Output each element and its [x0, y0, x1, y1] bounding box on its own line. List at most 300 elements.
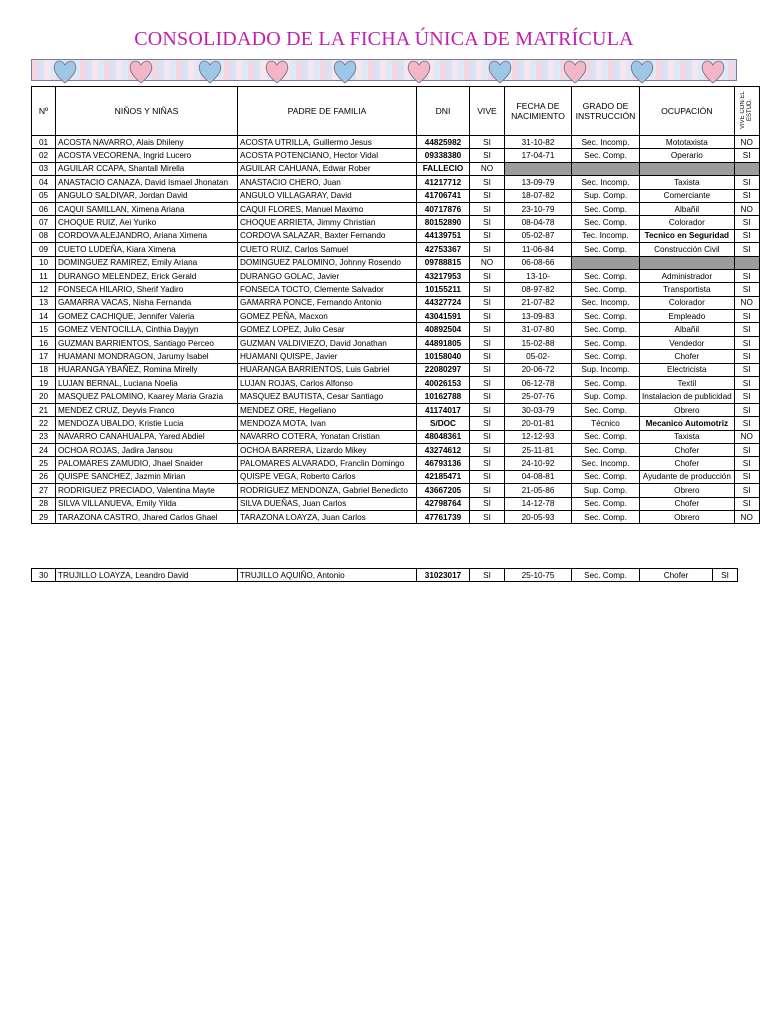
cell-lives-with: SI — [734, 189, 759, 202]
cell-job: Taxista — [640, 176, 735, 189]
heart-icon — [332, 56, 358, 86]
cell-dni: 43274612 — [417, 443, 470, 456]
table-row — [32, 443, 760, 456]
cell-parent: HUARANGA BARRIENTOS, Luis Gabriel — [238, 363, 417, 376]
cell-lives-with: SI — [734, 497, 759, 510]
table-row — [32, 162, 760, 175]
page-title: CONSOLIDADO DE LA FICHA ÚNICA DE MATRÍCULA — [134, 28, 634, 50]
cell-parent: GAMARRA PONCE, Fernando Antonio — [238, 296, 417, 309]
cell-birth: 23-10-79 — [505, 202, 572, 215]
cell-grade: Técnico — [572, 417, 640, 430]
cell-parent: SILVA DUEÑAS, Juan Carlos — [238, 497, 417, 510]
cell-grade: Sec. Comp. — [572, 336, 640, 349]
cell-alive: SI — [470, 243, 505, 256]
cell-num: 02 — [32, 149, 56, 162]
cell-grade: Sup. Comp. — [572, 484, 640, 497]
cell-grade: Sup. Incomp. — [572, 363, 640, 376]
cell-lives-with: SI — [734, 470, 759, 483]
cell-child: CHOQUE RUIZ, Aei Yuriko — [56, 216, 238, 229]
cell-alive: SI — [470, 417, 505, 430]
cell-job: Taxista — [640, 430, 735, 443]
cell-lives-with: SI — [734, 243, 759, 256]
cell-dni: 47761739 — [417, 510, 470, 523]
cell-dni: 80152890 — [417, 216, 470, 229]
cell-num: 28 — [32, 497, 56, 510]
cell-num: 29 — [32, 510, 56, 523]
cell-grade — [572, 162, 640, 175]
cell-dni: 22080297 — [417, 363, 470, 376]
cell-dni: 31023017 — [417, 569, 470, 582]
cell-job — [640, 256, 735, 269]
cell-birth: 24-10-92 — [505, 457, 572, 470]
table-row — [32, 403, 760, 416]
cell-job: Mecanico Automotriz — [640, 417, 735, 430]
cell-dni: 40026153 — [417, 377, 470, 390]
cell-num: 23 — [32, 430, 56, 443]
cell-lives-with: SI — [734, 377, 759, 390]
cell-dni: FALLECIO — [417, 162, 470, 175]
cell-alive: SI — [470, 202, 505, 215]
table-row — [32, 430, 760, 443]
cell-birth: 13-09-79 — [505, 176, 572, 189]
table-row — [32, 229, 760, 242]
cell-dni: 44327724 — [417, 296, 470, 309]
cell-alive: SI — [470, 443, 505, 456]
cell-child: FONSECA HILARIO, Sherif Yadiro — [56, 283, 238, 296]
cell-birth: 20-06-72 — [505, 363, 572, 376]
table-row — [32, 457, 760, 470]
cell-birth: 06-08-66 — [505, 256, 572, 269]
cell-job: Chofer — [640, 350, 735, 363]
cell-grade: Sec. Incomp. — [572, 176, 640, 189]
cell-parent: MENDEZ ORE, Hegeliano — [238, 403, 417, 416]
cell-parent: FONSECA TOCTO, Clemente Salvador — [238, 283, 417, 296]
cell-birth: 05-02- — [505, 350, 572, 363]
cell-birth: 25-07-76 — [505, 390, 572, 403]
cell-num: 12 — [32, 283, 56, 296]
cell-birth: 20-05-93 — [505, 510, 572, 523]
cell-parent: RODRIGUEZ MENDONZA, Gabriel Benedicto — [238, 484, 417, 497]
table-row — [32, 510, 760, 523]
cell-birth: 20-01-81 — [505, 417, 572, 430]
cell-child: OCHOA ROJAS, Jadira Jansou — [56, 443, 238, 456]
cell-child: GOMEZ CACHIQUE, Jennifer Valeria — [56, 310, 238, 323]
cell-child: ACOSTA NAVARRO, Alais Dhileny — [56, 136, 238, 149]
cell-lives-with: SI — [734, 310, 759, 323]
cell-lives-with: SI — [734, 363, 759, 376]
cell-dni: 42185471 — [417, 470, 470, 483]
cell-job: Administrador — [640, 269, 735, 282]
cell-alive: SI — [470, 269, 505, 282]
cell-grade: Sup. Comp. — [572, 390, 640, 403]
cell-lives-with: SI — [734, 484, 759, 497]
cell-alive: SI — [470, 497, 505, 510]
cell-num: 14 — [32, 310, 56, 323]
decorative-heart-banner — [31, 59, 737, 81]
cell-grade: Sec. Comp. — [572, 569, 640, 582]
cell-parent: CUETO RUIZ, Carlos Samuel — [238, 243, 417, 256]
cell-parent: TARAZONA LOAYZA, Juan Carlos — [238, 510, 417, 523]
cell-parent: ANGULO VILLAGARAY, David — [238, 189, 417, 202]
cell-child: GAMARRA VACAS, Nisha Fernanda — [56, 296, 238, 309]
table-row — [32, 189, 760, 202]
cell-num: 03 — [32, 162, 56, 175]
cell-job: Obrero — [640, 484, 735, 497]
cell-grade — [572, 256, 640, 269]
cell-num: 19 — [32, 377, 56, 390]
cell-job: Obrero — [640, 510, 735, 523]
cell-birth: 31-07-80 — [505, 323, 572, 336]
table-row — [32, 484, 760, 497]
cell-lives-with: SI — [734, 417, 759, 430]
cell-child: GOMEZ VENTOCILLA, Cinthia Dayjyn — [56, 323, 238, 336]
cell-child: HUARANGA YBAÑEZ, Romina Mirelly — [56, 363, 238, 376]
cell-alive: SI — [470, 336, 505, 349]
cell-dni: 44139751 — [417, 229, 470, 242]
cell-grade: Tec. Incomp. — [572, 229, 640, 242]
cell-parent: MENDOZA MOTA, Ivan — [238, 417, 417, 430]
table-row — [32, 269, 760, 282]
cell-grade: Sec. Incomp. — [572, 296, 640, 309]
cell-alive: SI — [470, 149, 505, 162]
cell-grade: Sec. Comp. — [572, 243, 640, 256]
cell-lives-with: NO — [734, 202, 759, 215]
cell-grade: Sec. Comp. — [572, 430, 640, 443]
cell-dni: 44825982 — [417, 136, 470, 149]
cell-job: Chofer — [640, 443, 735, 456]
cell-job: Instalacion de publicidad — [640, 390, 735, 403]
table-row — [32, 323, 760, 336]
cell-child: HUAMANI MONDRAGON, Jarumy Isabel — [56, 350, 238, 363]
cell-parent: CHOQUE ARRIETA, Jimmy Christian — [238, 216, 417, 229]
cell-birth: 25-11-81 — [505, 443, 572, 456]
cell-birth: 13-10- — [505, 269, 572, 282]
cell-job: Albañil — [640, 202, 735, 215]
cell-child: MENDOZA UBALDO, Kristie Lucia — [56, 417, 238, 430]
cell-alive: NO — [470, 162, 505, 175]
cell-grade: Sec. Comp. — [572, 350, 640, 363]
cell-num: 16 — [32, 336, 56, 349]
cell-alive: SI — [470, 350, 505, 363]
cell-parent: AGUILAR CAHUANA, Edwar Rober — [238, 162, 417, 175]
header-child: NIÑOS Y NIÑAS — [56, 87, 238, 136]
cell-num: 04 — [32, 176, 56, 189]
table-row — [32, 243, 760, 256]
cell-alive: SI — [470, 216, 505, 229]
cell-alive: SI — [470, 457, 505, 470]
header-birth: FECHA DE NACIMIENTO — [505, 87, 572, 136]
cell-parent: GOMEZ LOPEZ, Julio Cesar — [238, 323, 417, 336]
cell-job: Operario — [640, 149, 735, 162]
table-row — [32, 350, 760, 363]
cell-child: DURANGO MELENDEZ, Erick Gerald — [56, 269, 238, 282]
cell-dni: 40892504 — [417, 323, 470, 336]
cell-job: Mototaxista — [640, 136, 735, 149]
cell-job: Ayudante de producción — [640, 470, 735, 483]
cell-job: Colorador — [640, 296, 735, 309]
cell-num: 01 — [32, 136, 56, 149]
cell-dni: 43667205 — [417, 484, 470, 497]
cell-birth: 04-08-81 — [505, 470, 572, 483]
table-row — [32, 256, 760, 269]
cell-grade: Sec. Incomp. — [572, 136, 640, 149]
cell-birth: 21-05-86 — [505, 484, 572, 497]
cell-alive: SI — [470, 296, 505, 309]
cell-lives-with: NO — [734, 510, 759, 523]
heart-icon — [487, 56, 513, 86]
cell-child: ACOSTA VECORENA, Ingrid Lucero — [56, 149, 238, 162]
header-lives-with — [734, 87, 759, 136]
cell-lives-with: SI — [734, 390, 759, 403]
header-lives-with-label: VIVE CON EL ESTUD. — [739, 91, 753, 129]
cell-grade: Sup. Comp. — [572, 189, 640, 202]
cell-num: 26 — [32, 470, 56, 483]
cell-num: 13 — [32, 296, 56, 309]
cell-birth: 11-06-84 — [505, 243, 572, 256]
cell-birth — [505, 162, 572, 175]
cell-parent: TRUJILLO AQUIÑO, Antonio — [238, 569, 417, 582]
cell-parent: NAVARRO COTERA, Yonatan Cristian — [238, 430, 417, 443]
cell-parent: CAQUI FLORES, Manuel Maximo — [238, 202, 417, 215]
table-row — [32, 176, 760, 189]
cell-parent: ACOSTA UTRILLA, Guillermo Jesus — [238, 136, 417, 149]
cell-alive: SI — [470, 363, 505, 376]
cell-grade: Sec. Comp. — [572, 202, 640, 215]
table-header-row — [32, 87, 760, 136]
cell-parent: OCHOA BARRERA, Lizardo Mikey — [238, 443, 417, 456]
cell-dni: 10162788 — [417, 390, 470, 403]
cell-num: 27 — [32, 484, 56, 497]
cell-birth: 30-03-79 — [505, 403, 572, 416]
table-row — [32, 377, 760, 390]
cell-num: 20 — [32, 390, 56, 403]
cell-parent: HUAMANI QUISPE, Javier — [238, 350, 417, 363]
cell-num: 15 — [32, 323, 56, 336]
cell-grade: Sec. Comp. — [572, 510, 640, 523]
cell-lives-with: SI — [734, 350, 759, 363]
cell-parent: LUJAN ROJAS, Carlos Alfonso — [238, 377, 417, 390]
cell-num: 10 — [32, 256, 56, 269]
table-row — [32, 417, 760, 430]
cell-birth: 31-10-82 — [505, 136, 572, 149]
cell-child: QUISPE SANCHEZ, Jazmin Mirian — [56, 470, 238, 483]
cell-parent: DURANGO GOLAC, Javier — [238, 269, 417, 282]
cell-num: 11 — [32, 269, 56, 282]
header-job: OCUPACIÓN — [640, 87, 735, 136]
cell-alive: SI — [470, 390, 505, 403]
table-row — [32, 310, 760, 323]
heart-icon — [197, 56, 223, 86]
cell-num: 21 — [32, 403, 56, 416]
cell-grade: Sec. Incomp. — [572, 457, 640, 470]
cell-grade: Sec. Comp. — [572, 269, 640, 282]
cell-parent: ACOSTA POTENCIANO, Hector Vidal — [238, 149, 417, 162]
cell-job: Transportista — [640, 283, 735, 296]
cell-grade: Sec. Comp. — [572, 216, 640, 229]
cell-birth: 13-09-83 — [505, 310, 572, 323]
cell-child: ANGULO SALDIVAR, Jordan David — [56, 189, 238, 202]
cell-parent: MASQUEZ BAUTISTA, Cesar Santiago — [238, 390, 417, 403]
cell-lives-with: SI — [734, 336, 759, 349]
cell-dni: 42798764 — [417, 497, 470, 510]
cell-num: 25 — [32, 457, 56, 470]
cell-child: CUETO LUDEÑA, Kiara Ximena — [56, 243, 238, 256]
table-row — [32, 336, 760, 349]
cell-parent: QUISPE VEGA, Roberto Carlos — [238, 470, 417, 483]
cell-parent: DOMINGUEZ PALOMINO, Johnny Rosendo — [238, 256, 417, 269]
cell-dni: 43041591 — [417, 310, 470, 323]
cell-lives-with: SI — [734, 176, 759, 189]
cell-alive: SI — [470, 470, 505, 483]
cell-lives-with: SI — [734, 403, 759, 416]
cell-grade: Sec. Comp. — [572, 283, 640, 296]
cell-job: Construcción Civil — [640, 243, 735, 256]
cell-parent: GUZMAN VALDIVIEZO, David Jonathan — [238, 336, 417, 349]
cell-child: MENDEZ CRUZ, Deyvis Franco — [56, 403, 238, 416]
cell-alive: SI — [470, 569, 505, 582]
cell-child: RODRIGUEZ PRECIADO, Valentina Mayte — [56, 484, 238, 497]
cell-job: Tecnico en Seguridad — [640, 229, 735, 242]
cell-alive: SI — [470, 323, 505, 336]
heart-icon — [562, 56, 588, 86]
cell-birth: 25-10-75 — [505, 569, 572, 582]
cell-lives-with: SI — [734, 283, 759, 296]
cell-child: AGUILAR CCAPA, Shantall Mirella — [56, 162, 238, 175]
cell-grade: Sec. Comp. — [572, 377, 640, 390]
cell-job: Chofer — [640, 497, 735, 510]
table-row — [32, 216, 760, 229]
cell-birth: 21-07-82 — [505, 296, 572, 309]
cell-alive: SI — [470, 403, 505, 416]
cell-alive: SI — [470, 377, 505, 390]
cell-num: 17 — [32, 350, 56, 363]
cell-grade: Sec. Comp. — [572, 497, 640, 510]
enrollment-table — [31, 86, 760, 524]
cell-job: Colorador — [640, 216, 735, 229]
table-row — [32, 136, 760, 149]
enrollment-extra-table — [31, 568, 738, 582]
table-row — [32, 296, 760, 309]
cell-birth: 17-04-71 — [505, 149, 572, 162]
cell-job: Chofer — [640, 457, 735, 470]
cell-job — [640, 162, 735, 175]
cell-child: PALOMARES ZAMUDIO, Jhael Snaider — [56, 457, 238, 470]
cell-lives-with: SI — [734, 216, 759, 229]
cell-grade: Sec. Comp. — [572, 443, 640, 456]
cell-dni: S/DOC — [417, 417, 470, 430]
header-dni: DNI — [417, 87, 470, 136]
cell-job: Comerciante — [640, 189, 735, 202]
cell-lives-with: SI — [734, 229, 759, 242]
cell-dni: 48048361 — [417, 430, 470, 443]
cell-lives-with: NO — [734, 296, 759, 309]
table-row — [32, 202, 760, 215]
cell-job: Albañil — [640, 323, 735, 336]
cell-birth: 08-97-82 — [505, 283, 572, 296]
header-grade: GRADO DE INSTRUCCIÓN — [572, 87, 640, 136]
cell-birth: 05-02-87 — [505, 229, 572, 242]
cell-num: 06 — [32, 202, 56, 215]
cell-dni: 10155211 — [417, 283, 470, 296]
cell-job: Electricista — [640, 363, 735, 376]
heart-icon — [264, 56, 290, 86]
cell-num: 08 — [32, 229, 56, 242]
cell-lives-with: SI — [734, 443, 759, 456]
cell-grade: Sec. Comp. — [572, 323, 640, 336]
cell-dni: 41217712 — [417, 176, 470, 189]
cell-parent: CORDOVA SALAZAR, Baxter Fernando — [238, 229, 417, 242]
cell-grade: Sec. Comp. — [572, 310, 640, 323]
cell-child: CAQUI SAMILLAN, Ximena Ariana — [56, 202, 238, 215]
cell-job: Chofer — [640, 569, 713, 582]
cell-birth: 12-12-93 — [505, 430, 572, 443]
cell-alive: SI — [470, 189, 505, 202]
cell-birth: 08-04-78 — [505, 216, 572, 229]
cell-job: Obrero — [640, 403, 735, 416]
cell-job: Textil — [640, 377, 735, 390]
cell-lives-with — [734, 162, 759, 175]
cell-child: ANASTACIO CANAZA, David Ismael Jhonatan — [56, 176, 238, 189]
cell-dni: 09788815 — [417, 256, 470, 269]
cell-lives-with: SI — [734, 149, 759, 162]
heart-icon — [629, 56, 655, 86]
header-num: Nº — [32, 87, 56, 136]
cell-lives-with: SI — [734, 323, 759, 336]
heart-icon — [406, 56, 432, 86]
heart-icon — [700, 56, 726, 86]
cell-dni: 46793136 — [417, 457, 470, 470]
cell-child: NAVARRO CANAHUALPA, Yared Abdiel — [56, 430, 238, 443]
cell-lives-with: NO — [734, 136, 759, 149]
cell-alive: SI — [470, 430, 505, 443]
cell-num: 07 — [32, 216, 56, 229]
cell-child: MASQUEZ PALOMINO, Kaarey Maria Grazia — [56, 390, 238, 403]
cell-num: 22 — [32, 417, 56, 430]
cell-num: 05 — [32, 189, 56, 202]
table-row — [32, 390, 760, 403]
cell-alive: SI — [470, 484, 505, 497]
cell-num: 24 — [32, 443, 56, 456]
cell-alive: SI — [470, 510, 505, 523]
cell-dni: 10158040 — [417, 350, 470, 363]
cell-dni: 43217953 — [417, 269, 470, 282]
cell-child: CORDOVA ALEJANDRO, Ariana Ximena — [56, 229, 238, 242]
cell-alive: SI — [470, 229, 505, 242]
cell-birth: 14-12-78 — [505, 497, 572, 510]
cell-dni: 41174017 — [417, 403, 470, 416]
cell-num: 09 — [32, 243, 56, 256]
cell-alive: SI — [470, 310, 505, 323]
table-row — [32, 149, 760, 162]
cell-alive: SI — [470, 283, 505, 296]
cell-parent: GOMEZ PEÑA, Macxon — [238, 310, 417, 323]
cell-birth: 18-07-82 — [505, 189, 572, 202]
cell-birth: 15-02-88 — [505, 336, 572, 349]
cell-child: TARAZONA CASTRO, Jhared Carlos Ghael — [56, 510, 238, 523]
cell-num: 18 — [32, 363, 56, 376]
cell-alive: NO — [470, 256, 505, 269]
cell-child: GUZMAN BARRIENTOS, Santiago Perceo — [56, 336, 238, 349]
cell-grade: Sec. Comp. — [572, 470, 640, 483]
cell-alive: SI — [470, 136, 505, 149]
cell-grade: Sec. Comp. — [572, 403, 640, 416]
cell-lives-with — [734, 256, 759, 269]
cell-dni: 40717876 — [417, 202, 470, 215]
cell-job: Empleado — [640, 310, 735, 323]
header-parent: PADRE DE FAMILIA — [238, 87, 417, 136]
heart-icon — [128, 56, 154, 86]
cell-child: DOMINGUEZ RAMIREZ, Emily Ariana — [56, 256, 238, 269]
